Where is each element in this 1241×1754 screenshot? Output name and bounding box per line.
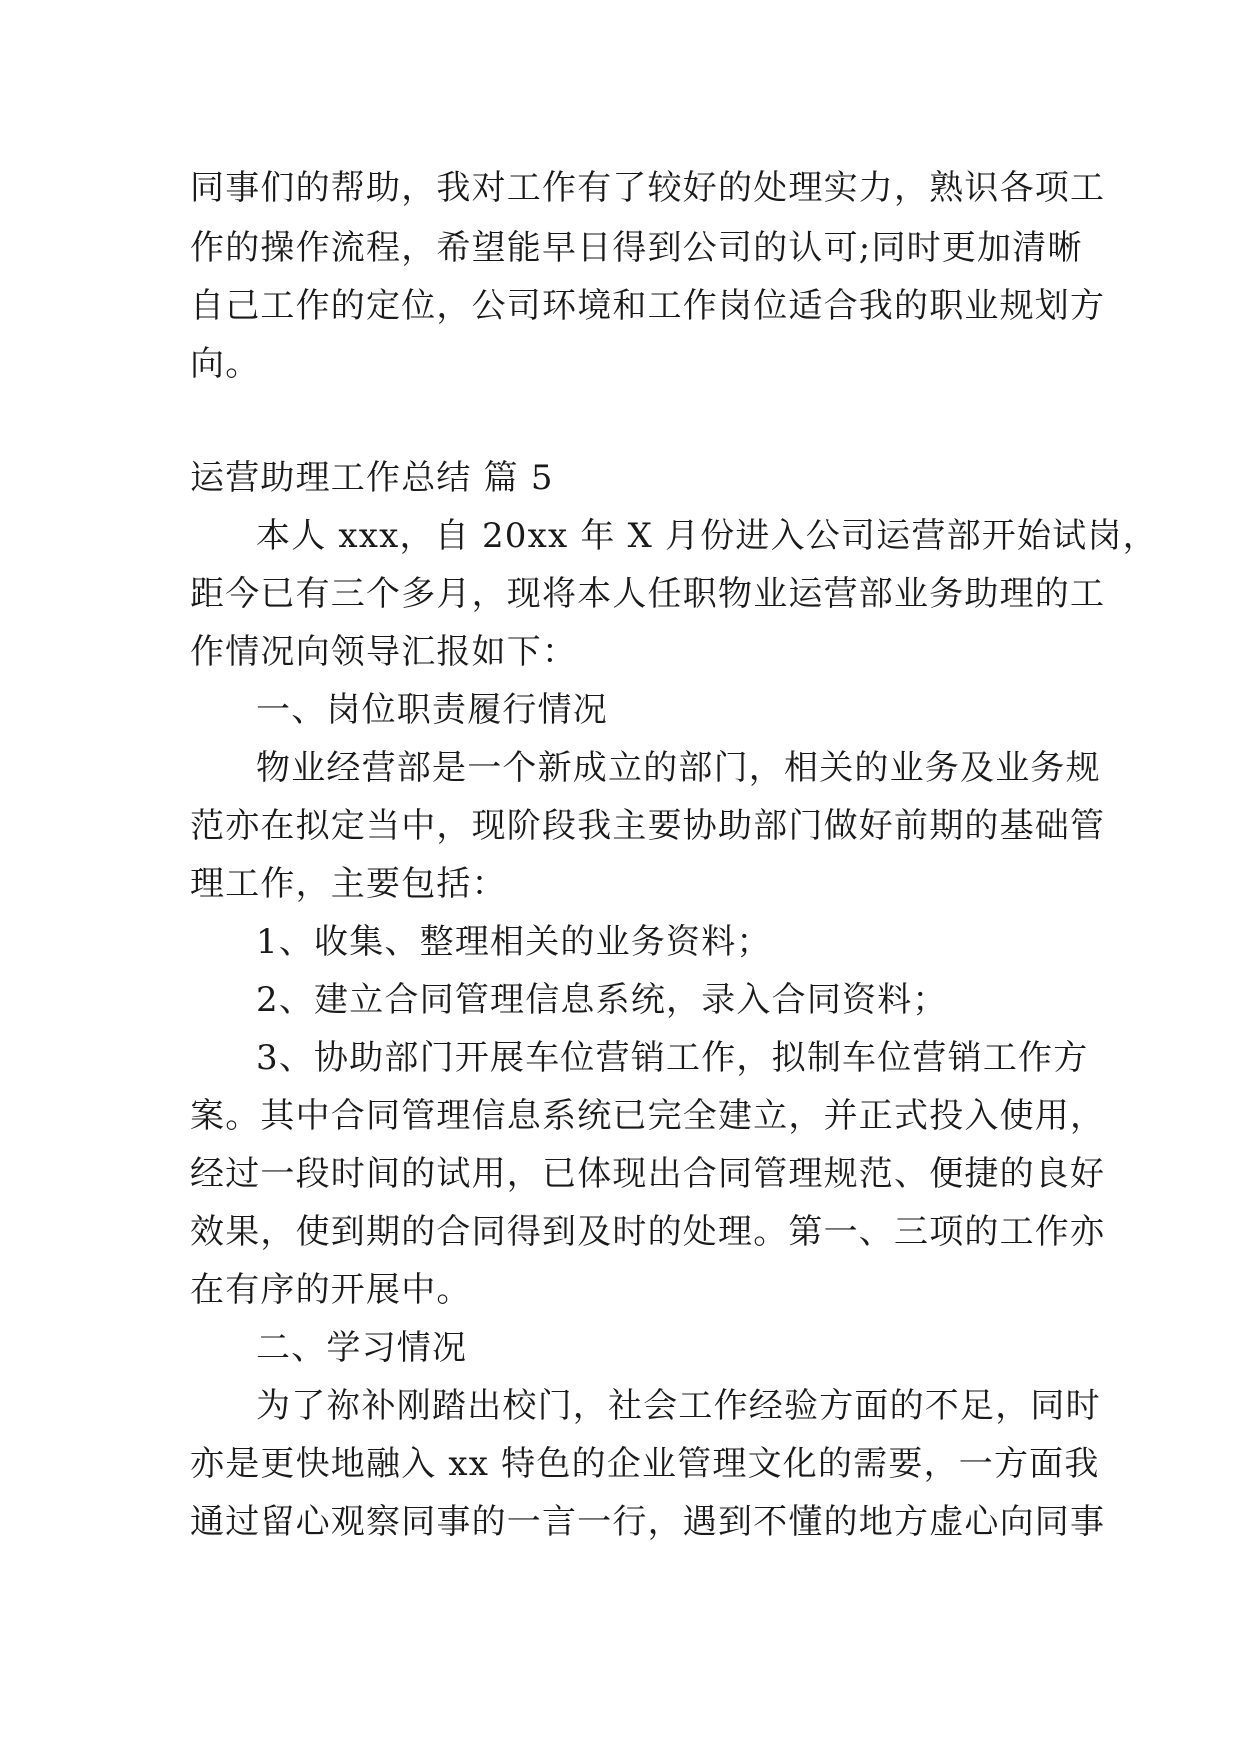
duty-line-2: 范亦在拟定当中，现阶段我主要协助部门做好前期的基础管 — [190, 806, 1106, 846]
list-item-2: 2、建立合同管理信息系统，录入合同资料； — [256, 980, 948, 1020]
list-item-3-line-4: 效果，使到期的合同得到及时的处理。第一、三项的工作亦 — [190, 1212, 1106, 1252]
duty-line-1: 物业经营部是一个新成立的部门，相关的业务及业务规 — [256, 748, 1101, 788]
section-title: 运营助理工作总结 篇 5 — [190, 458, 554, 498]
heading-study: 二、学习情况 — [256, 1328, 468, 1368]
intro-line-2: 距今已有三个多月，现将本人任职物业运营部业务助理的工 — [190, 574, 1106, 614]
list-item-3-line-2: 案。其中合同管理信息系统已完全建立，并正式投入使用， — [190, 1096, 1106, 1136]
study-line-2: 亦是更快地融入 xx 特色的企业管理文化的需要，一方面我 — [190, 1444, 1100, 1484]
continuation-line-3: 自己工作的定位，公司环境和工作岗位适合我的职业规划方 — [190, 286, 1106, 326]
continuation-line-4: 向。 — [190, 344, 261, 384]
list-item-1: 1、收集、整理相关的业务资料； — [256, 922, 772, 962]
intro-line-1: 本人 xxx，自 20xx 年 X 月份进入公司运营部开始试岗， — [256, 516, 1158, 556]
list-item-3-line-1: 3、协助部门开展车位营销工作，拟制车位营销工作方 — [256, 1038, 1089, 1078]
list-item-3-line-5: 在有序的开展中。 — [190, 1270, 472, 1310]
study-line-1: 为了祢补刚踏出校门，社会工作经验方面的不足，同时 — [256, 1386, 1101, 1426]
continuation-line-2: 作的操作流程，希望能早日得到公司的认可;同时更加清晰 — [190, 228, 1083, 268]
duty-line-3: 理工作，主要包括： — [190, 864, 507, 904]
study-line-3: 通过留心观察同事的一言一行，遇到不懂的地方虚心向同事 — [190, 1502, 1106, 1542]
intro-line-3: 作情况向领导汇报如下： — [190, 632, 578, 672]
list-item-3-line-3: 经过一段时间的试用，已体现出合同管理规范、便捷的良好 — [190, 1154, 1106, 1194]
continuation-line-1: 同事们的帮助，我对工作有了较好的处理实力，熟识各项工 — [190, 168, 1106, 208]
heading-duties: 一、岗位职责履行情况 — [256, 690, 608, 730]
